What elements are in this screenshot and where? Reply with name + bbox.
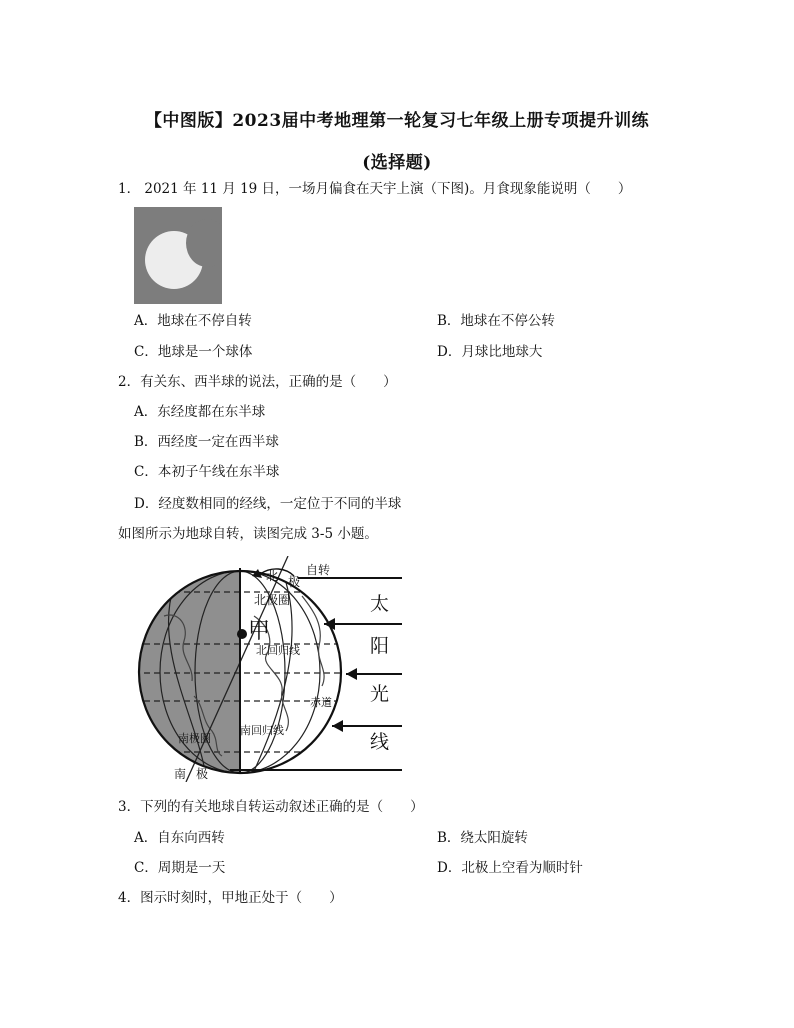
q3-option-c[interactable]: C．周期是一天 bbox=[134, 860, 226, 876]
earth-rotation-figure bbox=[134, 556, 406, 786]
label-rotation: 自转 bbox=[306, 563, 331, 577]
partial-lunar-eclipse-photo bbox=[134, 207, 222, 304]
q2-option-b[interactable]: B．西经度一定在西半球 bbox=[134, 434, 279, 450]
document-subtitle: (选择题) bbox=[362, 153, 432, 173]
label-jia: 甲 bbox=[248, 619, 271, 644]
label-sun-1: 太 bbox=[370, 593, 390, 615]
question-3-stem: 3．下列的有关地球自转运动叙述正确的是（ ） bbox=[118, 799, 424, 815]
earth-shadow bbox=[186, 219, 222, 267]
group-intro-3-5: 如图所示为地球自转，读图完成 3-5 小题。 bbox=[118, 526, 378, 542]
q2-option-c[interactable]: C．本初子午线在东半球 bbox=[134, 464, 280, 480]
point-jia-dot bbox=[237, 629, 247, 639]
label-north: 北 bbox=[266, 569, 279, 583]
label-tropic-cancer: 北回归线 bbox=[256, 644, 300, 657]
question-2-stem: 2．有关东、西半球的说法，正确的是（ ） bbox=[118, 374, 397, 390]
label-pole-north: 极 bbox=[288, 575, 301, 589]
q1-option-d[interactable]: D．月球比地球大 bbox=[437, 344, 543, 360]
q1-option-c[interactable]: C．地球是一个球体 bbox=[134, 344, 253, 360]
q2-option-a[interactable]: A．东经度都在东半球 bbox=[134, 404, 266, 420]
question-4-stem: 4．图示时刻时，甲地正处于（ ） bbox=[118, 890, 343, 906]
label-antarctic-circle: 南极圈 bbox=[178, 732, 211, 745]
earth-rotation-diagram bbox=[134, 556, 406, 782]
label-south: 南 bbox=[174, 767, 187, 781]
document-title: 【中图版】2023届中考地理第一轮复习七年级上册专项提升训练 bbox=[144, 111, 650, 131]
question-1-stem: 1． 2021 年 11 月 19 日，一场月偏食在天宇上演（下图)。月食现象能说明（ ） bbox=[118, 181, 632, 197]
q1-option-a[interactable]: A．地球在不停自转 bbox=[134, 313, 252, 329]
label-sun-2: 阳 bbox=[370, 635, 390, 657]
q3-option-a[interactable]: A．自东向西转 bbox=[134, 830, 225, 846]
q3-option-d[interactable]: D．北极上空看为顺时针 bbox=[437, 860, 583, 876]
label-equator: 赤道 bbox=[310, 696, 332, 709]
label-arctic-circle: 北极圈 bbox=[254, 593, 291, 607]
label-pole-south: 极 bbox=[196, 767, 209, 781]
label-sun-3: 光 bbox=[370, 683, 390, 705]
label-tropic-capricorn: 南回归线 bbox=[240, 724, 284, 737]
q2-option-d[interactable]: D．经度数相同的经线，一定位于不同的半球 bbox=[134, 496, 402, 512]
label-sun-4: 线 bbox=[370, 731, 390, 753]
q1-option-b[interactable]: B．地球在不停公转 bbox=[437, 313, 555, 329]
q3-option-b[interactable]: B．绕太阳旋转 bbox=[437, 830, 528, 846]
